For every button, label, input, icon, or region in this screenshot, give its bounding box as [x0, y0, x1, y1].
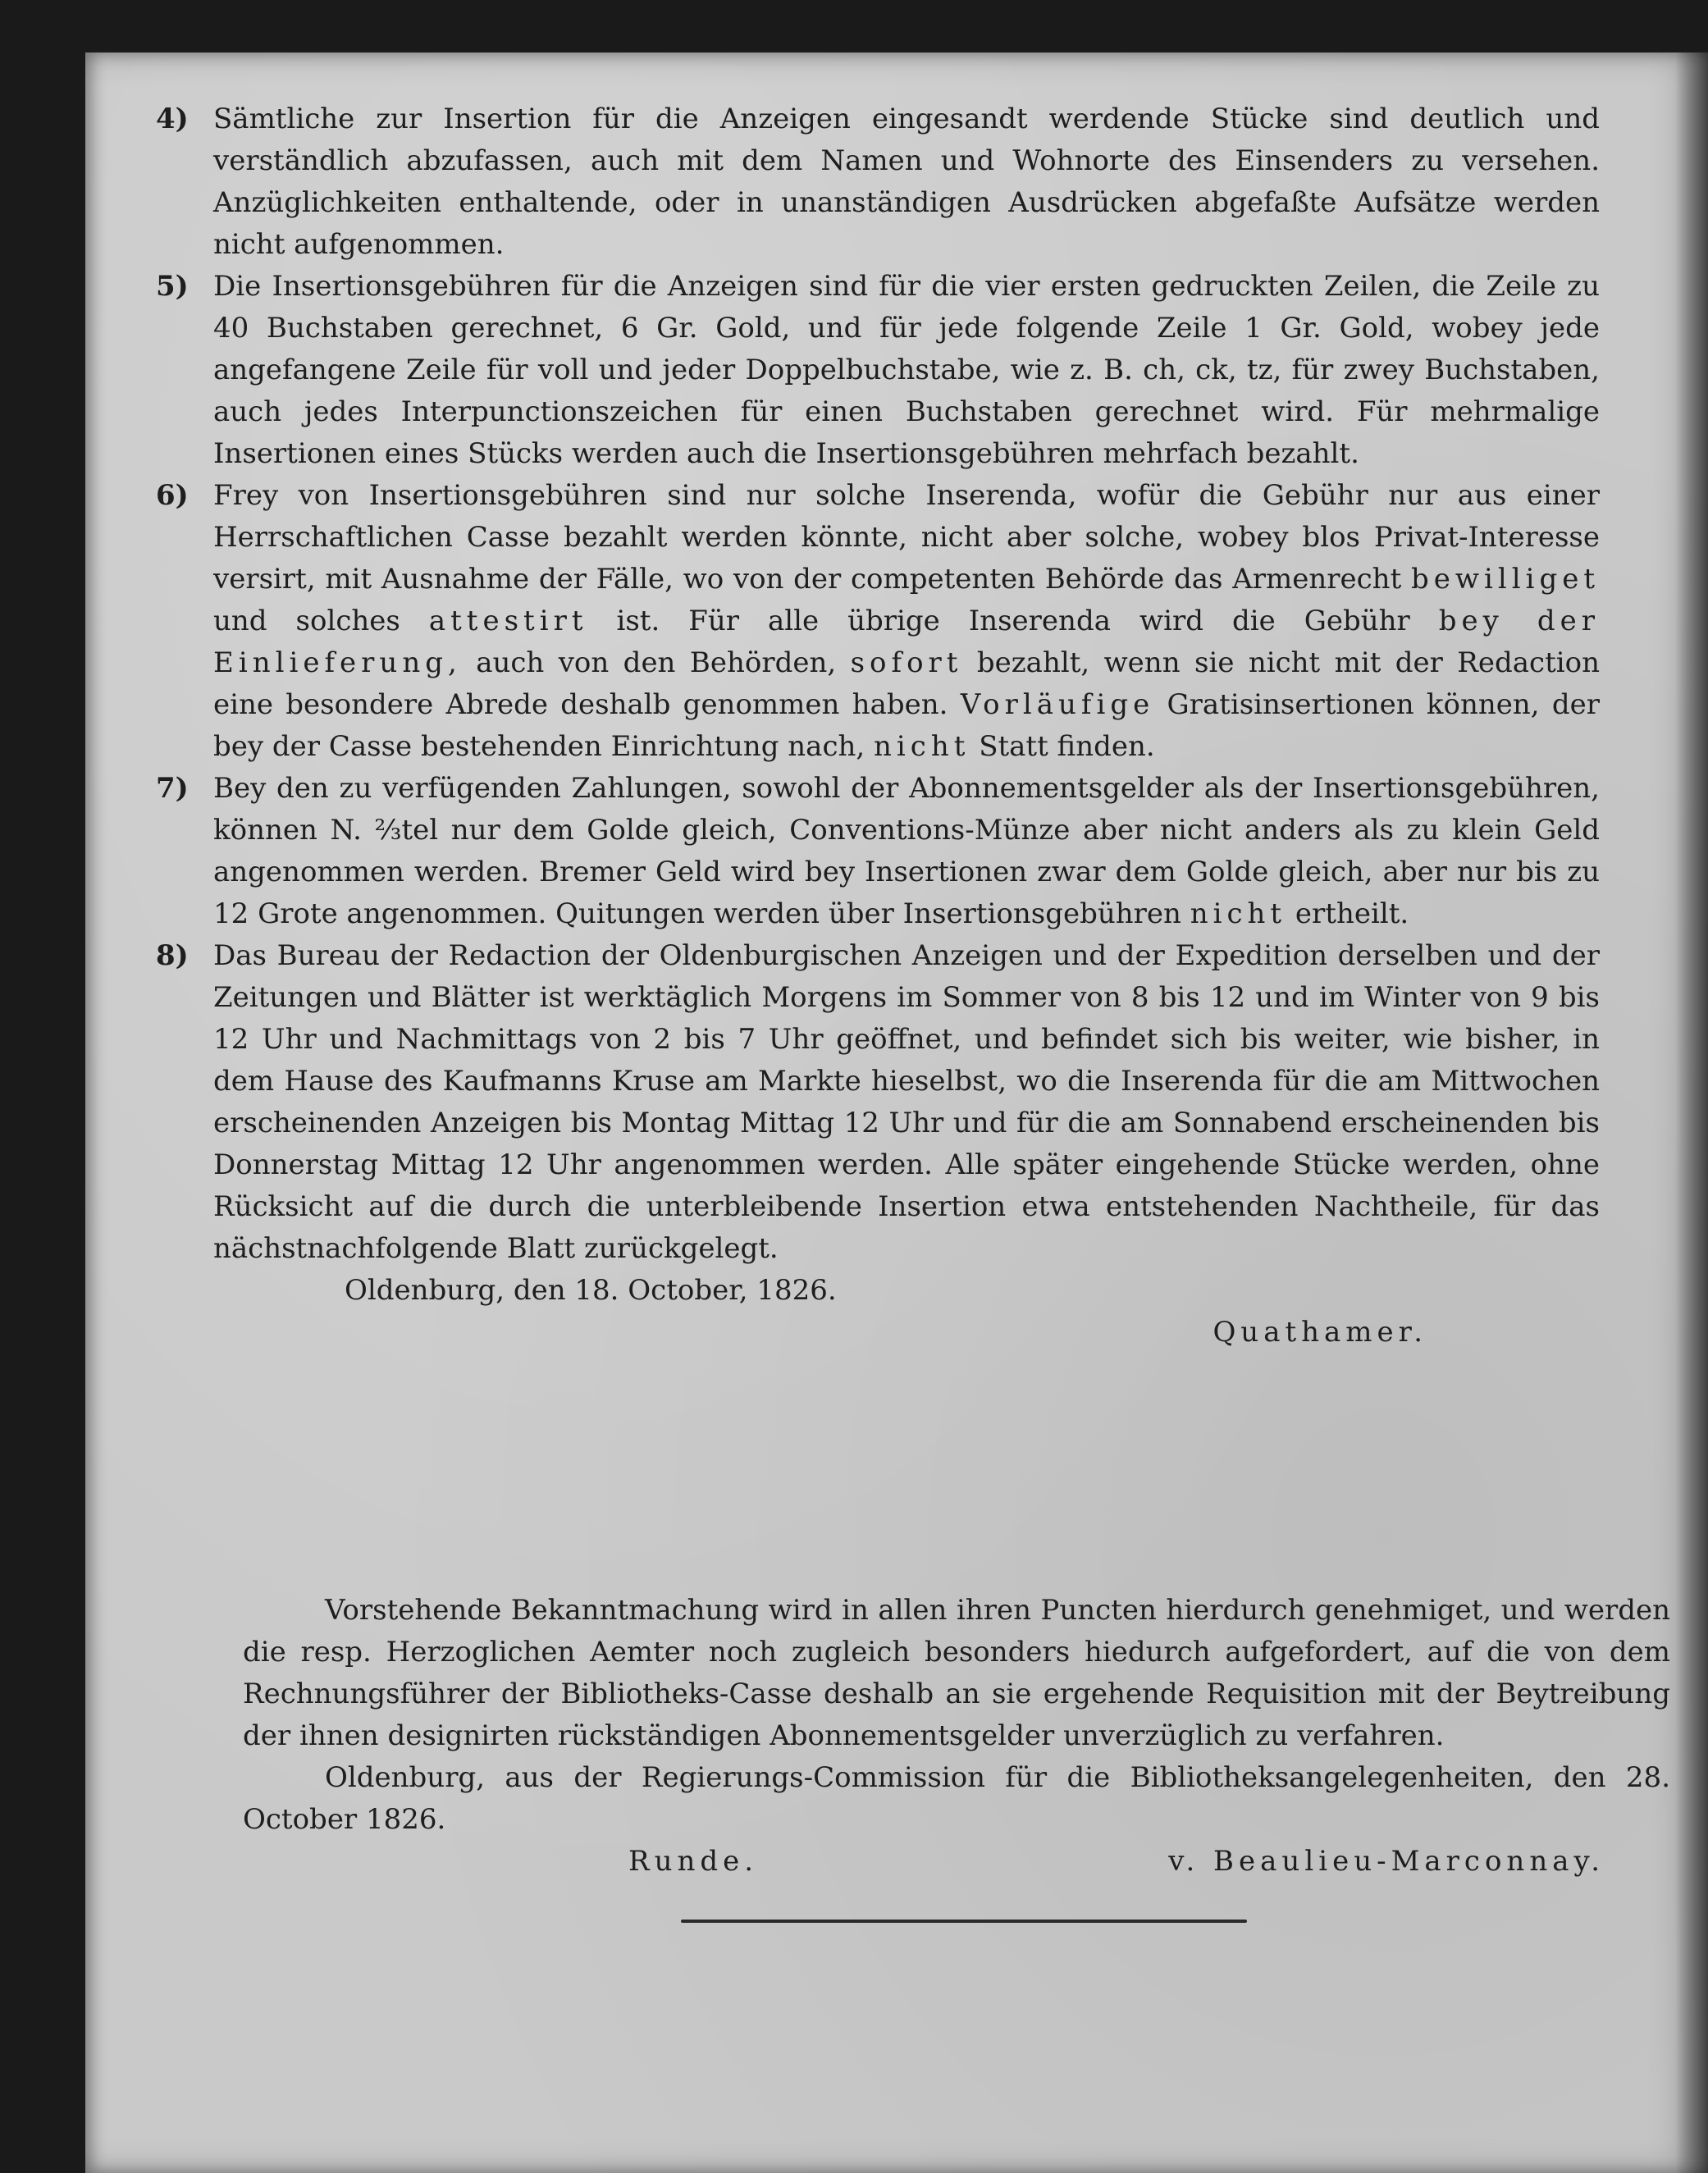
item-number: 8) [156, 939, 189, 972]
text-run: und solches [213, 605, 400, 637]
spaced-emphasis: bewilliget [1410, 563, 1600, 596]
spaced-emphasis: nicht [1190, 897, 1287, 930]
spaced-emphasis: sofort [850, 646, 963, 679]
text-run: Statt finden. [979, 730, 1155, 763]
signature-quathamer: Quathamer. [1212, 1316, 1427, 1349]
regulation-item-7 [156, 768, 1600, 935]
text-run: auch von den Behörden, [476, 646, 837, 679]
dateline: Oldenburg, den 18. October, 1826. [345, 1274, 837, 1307]
item-text: Die Insertionsgebühren für die Anzeigen sind für die vier ersten gedruckten Zeilen, die Zeile zu 40 Buchstaben gerechnet, 6 Gr. Gold, und für jede folgende Zeile 1 Gr. Gold, wobey jede angefangene Zeile für voll und jeder Doppelbuchstabe, wie z. B. ch, ck, tz, für zwey Buchstaben, auch jedes Interpunctionszeichen für einen Buchstaben gerechnet wird. Für mehrmalige Insertionen eines Stücks werden auch die Insertionsgebühren mehrfach bezahlt. [213, 270, 1600, 470]
regulation-item-6 [156, 475, 1600, 768]
regulation-item-4 [156, 98, 1600, 266]
spaced-emphasis: attestirt [428, 605, 588, 637]
signature-beaulieu-marconnay: v. Beaulieu-Marconnay. [1168, 1845, 1605, 1878]
approval-section [243, 1590, 1670, 1883]
item-number: 7) [156, 772, 189, 805]
item-text: Sämtliche zur Insertion für die Anzeigen eingesandt werdende Stücke sind deutlich und verständlich abzufassen, auch mit dem Namen und Wohnorte des Einsenders zu versehen. Anzüglichkeiten enthaltende, oder in unanständigen Ausdrücken abgefaßte Aufsätze werden nicht aufgenommen. [213, 103, 1600, 261]
item-text [213, 768, 1600, 935]
regulation-item-5 [156, 266, 1600, 475]
approval-place-date: Oldenburg, aus der Regierungs-Commission für die Bibliotheksangelegenheiten, den 28. October 1826. [243, 1761, 1670, 1836]
regulations-list [156, 98, 1600, 1354]
regulation-item-8 [156, 935, 1600, 1270]
spaced-emphasis: nicht [874, 730, 970, 763]
text-run: bezahlt, wenn sie nicht mit der Redaction eine besondere Abrede deshalb genommen haben. [213, 646, 1601, 721]
text-run: Gratisinsertionen können, der bey der Casse bestehenden Einrichtung nach, [213, 688, 1600, 763]
page-binding-shadow [1675, 52, 1708, 2173]
item-number: 6) [156, 479, 189, 512]
spaced-emphasis: Vorläufige [960, 688, 1155, 721]
item-number: 4) [156, 103, 189, 135]
item-text [213, 475, 1600, 768]
text-run: ist. Für alle übrige Inserenda wird die Gebühr [616, 605, 1410, 637]
text-run: ertheilt. [1295, 897, 1409, 930]
signature-runde: Runde. [628, 1845, 759, 1878]
item-text: Das Bureau der Redaction der Oldenburgischen Anzeigen und der Expedition derselben und der Zeitungen und Blätter ist werktäglich Morgens im Sommer von 8 bis 12 und im Winter von 9 bis 12 Uhr und Nachmittags von 2 bis 7 Uhr geöffnet, und befindet sich bis weiter, wie bisher, in dem Hause des Kaufmanns Kruse am Markte hieselbst, wo die Inserenda für die am Mittwochen erscheinenden Anzeigen bis Montag Mittag 12 Uhr und für die am Sonnabend erscheinenden bis Donnerstag Mittag 12 Uhr angenommen werden. Alle später eingehende Stücke werden, ohne Rücksicht auf die durch die unterbleibende Insertion etwa entstehenden Nachtheile, für das nächstnachfolgende Blatt zurückgelegt. [213, 939, 1600, 1265]
text-run: Frey von Insertionsgebühren sind nur solche Inserenda, wofür die Gebühr nur aus einer Herrschaftlichen Casse bezahlt werden könnte, nicht aber solche, wobey blos Privat-Interesse versirt, mit Ausnahme der Fälle, wo von der competenten Behörde das Armenrecht [213, 479, 1600, 596]
approval-signatures [243, 1841, 1670, 1883]
approval-text: Vorstehende Bekanntmachung wird in allen ihren Puncten hierdurch genehmiget, und werden die resp. Herzoglichen Aemter noch zugleich besonders hiedurch aufgefordert, auf die von dem Rechnungsführer der Bibliotheks-Casse deshalb an sie ergehende Requisition mit der Beytreibung der ihnen designirten rückständigen Abonnementsgelder unverzüglich zu verfahren. [243, 1594, 1670, 1752]
text-run: Bey den zu verfügenden Zahlungen, sowohl der Abonnementsgelder als der Insertionsgebühren, können N. ⅔tel nur dem Golde gleich, Conventions-Münze aber nicht anders als zu klein Geld angenommen werden. Bremer Geld wird bey Insertionen zwar dem Golde gleich, aber nur bis zu 12 Grote angenommen. Quitungen werden über Insertionsgebühren [213, 772, 1600, 930]
item-number: 5) [156, 270, 189, 303]
spaced-emphasis: bey der Einlieferung, [213, 605, 1601, 679]
closing-rule [681, 1920, 1247, 1923]
